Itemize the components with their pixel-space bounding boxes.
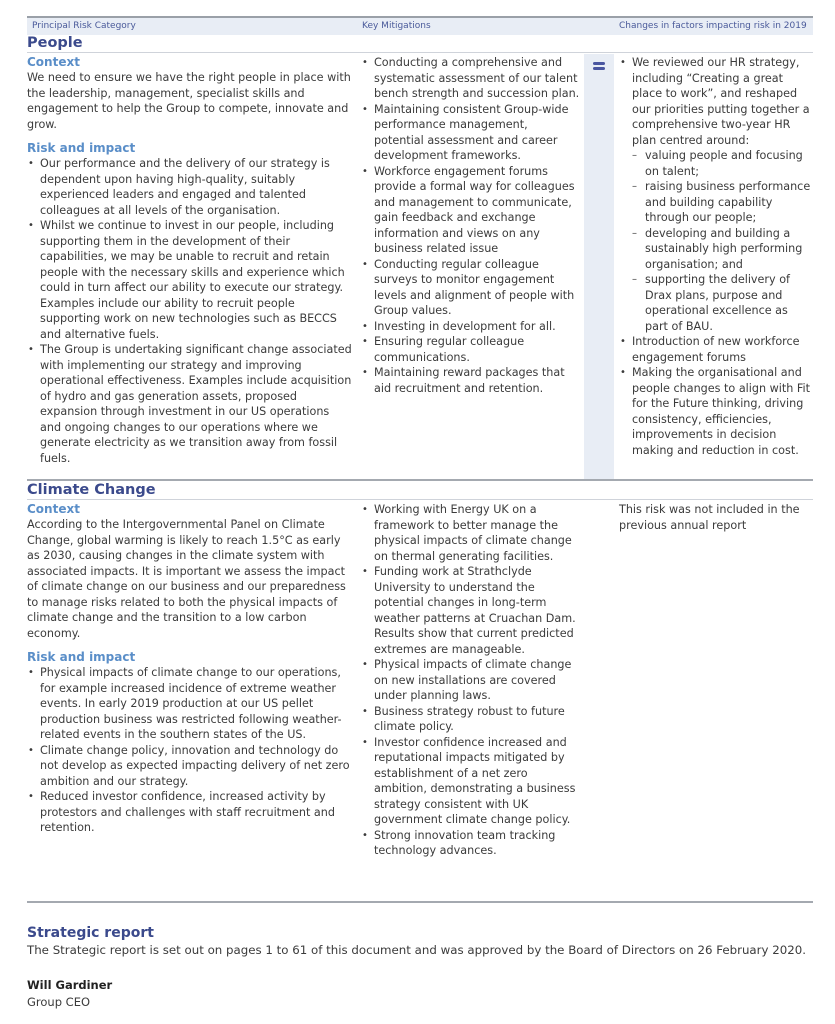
climate-context-text: According to the Intergovernmental Panel on Climate Change, global warming is likely to reach 1.5°C as early as 2030, causing changes in the climate system with associated impacts. It is important we assess the impact of climate change on our business and our preparedness to manage risks related to both the physical impacts of climate change and the transition to a low carbon economy.	[27, 518, 346, 640]
climate-mitigations-list	[361, 502, 581, 859]
signatory-role: Group CEO	[27, 995, 91, 1009]
people-mitigations-list	[361, 55, 581, 396]
list-item: • Ensuring regular colleague communications.	[361, 334, 581, 365]
risk-title-climate-change: Climate Change	[27, 482, 813, 500]
list-item: • Our performance and the delivery of our strategy is dependent upon having high-quality, suitably experienced leaders and engaged and talented colleagues at all levels of the organisation.	[27, 156, 352, 218]
climate-risk-column	[27, 502, 352, 836]
list-item: • Investor confidence increased and reputational impacts mitigated by establishment of a net zero ambition, demonstrating a business strategy consistent with UK government climate change policy.	[361, 735, 581, 828]
climate-changes-column	[619, 502, 813, 533]
list-item: • Conducting a comprehensive and systematic assessment of our talent bench strength and succession plan.	[361, 55, 581, 102]
climate-changes-text: This risk was not included in the previous annual report	[619, 503, 800, 532]
row-divider	[27, 479, 813, 481]
list-item: • Business strategy robust to future climate policy.	[361, 704, 581, 735]
list-item: • Maintaining consistent Group-wide performance management, potential assessment and career development frameworks.	[361, 102, 581, 164]
list-item: • Making the organisational and people changes to align with Fit for the Future thinking, driving consistency, efficiencies, improvements in decision making and reduction in cost.	[619, 365, 813, 458]
list-item: • Funding work at Strathclyde University to understand the potential changes in long-term weather patterns at Cruachan Dam. Results show that current predicted extremes are manageable.	[361, 564, 581, 657]
people-changes-column	[619, 55, 813, 458]
list-item: • The Group is undertaking significant change associated with implementing our strategy and improving operational effectiveness. Examples include acquisition of hydro and gas generation assets, proposed expansion through investment in our US operations and ongoing changes to our operations where we generate electricity as we transition away from fossil fuels.	[27, 342, 352, 466]
people-changes-list	[619, 55, 813, 458]
strategic-report-title: Strategic report	[27, 925, 154, 941]
list-item: • Conducting regular colleague surveys to monitor engagement levels and alignment of people with Group values.	[361, 257, 581, 319]
list-item: – supporting the delivery of Drax plans, purpose and operational excellence as part of BAU.	[632, 272, 813, 334]
strategic-report-text: The Strategic report is set out on pages 1 to 61 of this document and was approved by the Board of Directors on 26 February 2020.	[27, 943, 807, 957]
list-item: • Climate change policy, innovation and technology do not develop as expected impacting delivery of net zero ambition and our strategy.	[27, 743, 352, 790]
list-item: – raising business performance and building capability through our people;	[632, 179, 813, 226]
list-item: • Maintaining reward packages that aid recruitment and retention.	[361, 365, 581, 396]
list-item: • Working with Energy UK on a framework to better manage the physical impacts of climate change on thermal generating facilities.	[361, 502, 581, 564]
people-risk-column	[27, 55, 352, 466]
people-risk-list	[27, 156, 352, 466]
list-item	[619, 55, 813, 334]
climate-risk-heading: Risk and impact	[27, 650, 136, 664]
header-key-mitigations: Key Mitigations	[362, 21, 431, 31]
header-changes: Changes in factors impacting risk in 2019	[619, 21, 807, 31]
table-header-row	[27, 16, 813, 35]
climate-mitigations-column	[361, 502, 581, 859]
people-risk-heading: Risk and impact	[27, 141, 136, 155]
equals-icon	[593, 62, 605, 72]
list-item: – developing and building a sustainably high performing organisation; and	[632, 226, 813, 273]
people-context-heading: Context	[27, 55, 80, 69]
list-item: • Workforce engagement forums provide a formal way for colleagues and management to communicate, gain feedback and exchange information and views on any business related issue	[361, 164, 581, 257]
header-principal-risk: Principal Risk Category	[32, 21, 136, 31]
trend-band	[584, 54, 614, 479]
people-context-text: We need to ensure we have the right people in place with the leadership, management, specialist skills and engagement to help the Group to compete, innovate and grow.	[27, 71, 351, 131]
signatory-name: Will Gardiner	[27, 978, 113, 992]
list-item: • Reduced investor confidence, increased activity by protestors and challenges with staff recruitment and retention.	[27, 789, 352, 836]
list-item: • Physical impacts of climate change on new installations are covered under planning laws.	[361, 657, 581, 704]
climate-risk-list	[27, 665, 352, 836]
list-item: • Whilst we continue to invest in our people, including supporting them in the development of their capabilities, we may be unable to recruit and retain people with the necessary skills and experience which could in turn affect our ability to execute our strategy. Examples include our ability to recruit people supporting work on new technologies such as BECCS and alternative fuels.	[27, 218, 352, 342]
risk-title-people: People	[27, 35, 813, 53]
changes-sub-list	[632, 148, 813, 334]
list-item: • Introduction of new workforce engagement forums	[619, 334, 813, 365]
list-item: • Strong innovation team tracking technology advances.	[361, 828, 581, 859]
list-item: • Physical impacts of climate change to our operations, for example increased incidence of extreme weather events. In early 2019 production at our US pellet production business was restricted following weather-related events in the southern states of the US.	[27, 665, 352, 743]
table-bottom-divider	[27, 901, 813, 903]
list-item: • Investing in development for all.	[361, 319, 581, 335]
people-mitigations-column	[361, 55, 581, 396]
changes-intro: We reviewed our HR strategy, including “Creating a great place to work”, and reshaped our priorities putting together a comprehensive two-year HR plan centred around:	[632, 56, 810, 147]
list-item: – valuing people and focusing on talent;	[632, 148, 813, 179]
climate-context-heading: Context	[27, 502, 80, 516]
